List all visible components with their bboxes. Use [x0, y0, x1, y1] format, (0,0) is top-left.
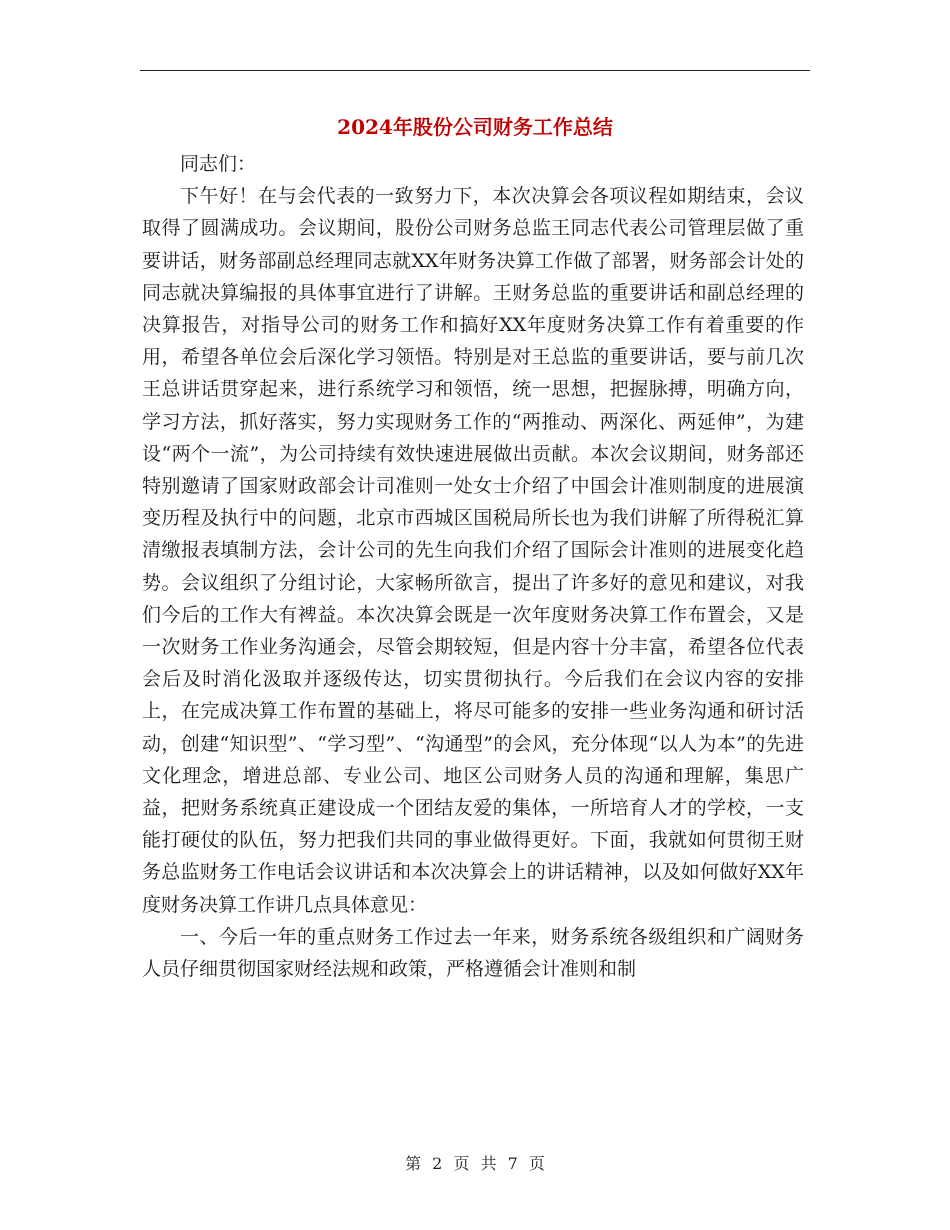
salutation-paragraph: 同志们： [180, 153, 257, 175]
section-paragraph: 一、今后一年的重点财务工作过去一年来，财务系统各级组织和广阔财务人员仔细贯彻国家财经法规和政策，严格遵循会计准则和制 [142, 925, 804, 981]
header-rule [140, 70, 810, 71]
body-paragraph: 下午好！在与会代表的一致努力下，本次决算会各项议程如期结束，会议取得了圆满成功。会议期间，股份公司财务总监王同志代表公司管理层做了重要讲话，财务部副总经理同志就XX年财务决算工作做了部署，财务部会计处的同志就决算编报的具体事宜进行了讲解。王财务总监的重要讲话和副总经理的决算报告，对指导公司的财务工作和搞好XX年度财务决算工作有着重要的作用，希望各单位会后深化学习领悟。特别是对王总监的重要讲话，要与前几次王总讲话贯穿起来，进行系统学习和领悟，统一思想，把握脉搏，明确方向，学习方法，抓好落实，努力实现财务工作的“两推动、两深化、两延伸”，为建设“两个一流”，为公司持续有效快速进展做出贡献。本次会议期间，财务部还特别邀请了国家财政部会计司准则一处女士介绍了中国会计准则制度的进展演变历程及执行中的问题，北京市西城区国税局所长也为我们讲解了所得税汇算清缴报表填制方法，会计公司的先生向我们介绍了国际会计准则的进展变化趋势。会议组织了分组讨论，大家畅所欲言，提出了许多好的意见和建议，对我们今后的工作大有裨益。本次决算会既是一次年度财务决算工作布置会，又是一次财务工作业务沟通会，尽管会期较短，但是内容十分丰富，希望各位代表会后及时消化汲取并逐级传达，切实贯彻执行。今后我们在会议内容的安排上，在完成决算工作布置的基础上，将尽可能多的安排一些业务沟通和研讨活动，创建“知识型”、“学习型”、“沟通型”的会风，充分体现“以人为本”的先进文化理念，增进总部、专业公司、地区公司财务人员的沟通和理解，集思广益，把财务系统真正建设成一个团结友爱的集体，一所培育人才的学校，一支能打硬仗的队伍，努力把我们共同的事业做得更好。下面，我就如何贯彻王财务总监财务工作电话会议讲话和本次决算会上的讲话精神，以及如何做好XX年度财务决算工作讲几点具体意见： [142, 185, 804, 916]
document-body [142, 148, 804, 985]
document-title: 2024年股份公司财务工作总结 [337, 115, 613, 139]
page-number-footer: 第 2 页 共 7 页 [405, 1154, 545, 1173]
